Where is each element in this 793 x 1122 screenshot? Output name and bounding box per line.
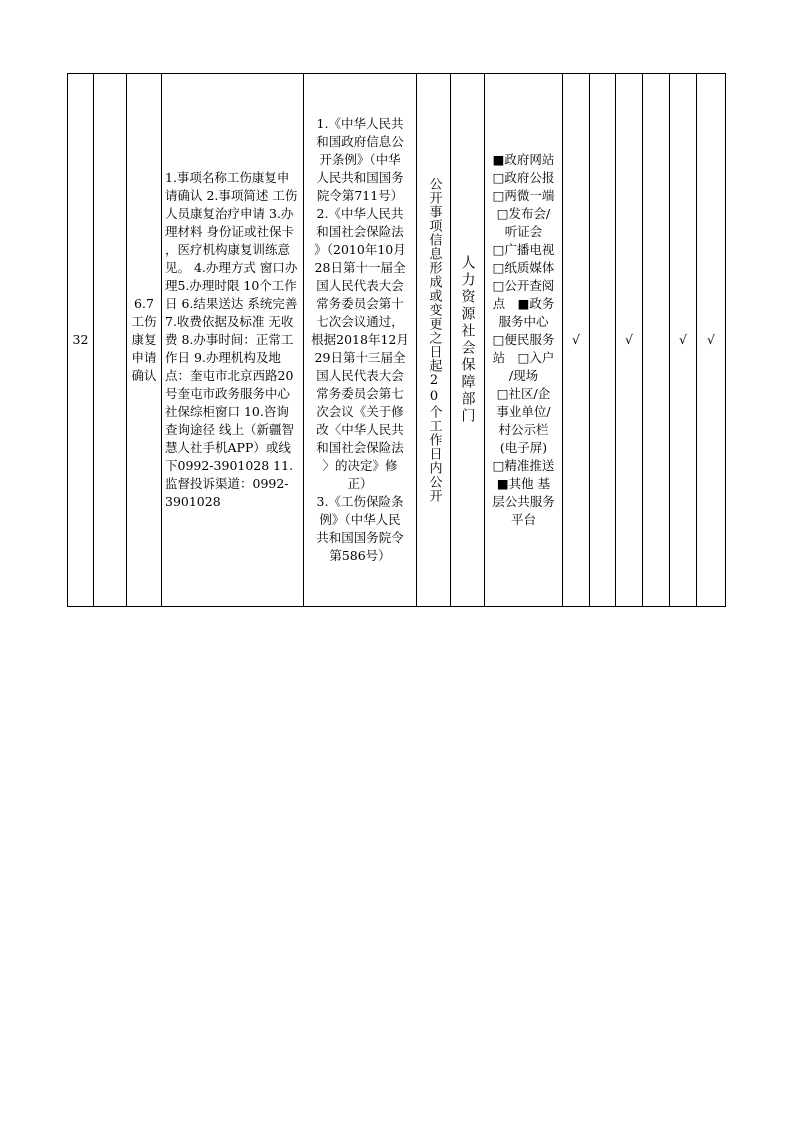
basis-line: 七次会议通过，	[316, 314, 404, 329]
channel-line: /现场	[508, 368, 539, 383]
channel-line: 层公共服务	[492, 494, 555, 509]
basis-line: 29日第十三届全	[314, 350, 406, 365]
subject-text: 人力资源社会保障部门	[459, 255, 476, 425]
basis-line: 根据2018年12月	[311, 332, 409, 347]
basis-line: 例》（中华人民	[319, 512, 401, 527]
basis-line: 1.《中华人民共	[316, 116, 404, 131]
basis-line: 开条例》（中华	[319, 152, 401, 167]
check-cell-3: √	[616, 74, 643, 607]
channel-line: (电子屏)	[499, 440, 548, 455]
basis-line: 人民共和国国务	[316, 170, 404, 185]
channel-line: □发布会/	[496, 206, 551, 221]
channel-line: □政府公报	[492, 170, 555, 185]
basis-line: 次会议《关于修	[316, 404, 404, 419]
basis-line: 2.《中华人民共	[316, 206, 404, 221]
channel-line: □两微一端	[492, 188, 555, 203]
check-cell-1: √	[563, 74, 590, 607]
item-name-cell: 6.7工伤康复申请确认	[127, 74, 162, 607]
check-cell-4	[643, 74, 670, 607]
channel-line: □社区/企	[496, 386, 551, 401]
basis-line: 》（2010年10月	[314, 242, 406, 257]
basis-line: 改〈中华人民共	[316, 422, 404, 437]
basis-line: 国人民代表大会	[316, 278, 404, 293]
basis-line: 共和国国务院令	[316, 530, 404, 545]
channel-line: □便民服务	[492, 332, 555, 347]
basis-line: 第586号）	[329, 548, 391, 563]
channels-cell	[485, 74, 563, 607]
channels-lines	[487, 151, 560, 529]
channel-line: 站 □入户	[492, 350, 555, 365]
basis-line: 3.《工伤保险条	[316, 494, 404, 509]
basis-lines	[306, 115, 414, 565]
channel-line: 点 ■政务	[492, 296, 555, 311]
basis-line: 〉的决定》修	[322, 458, 398, 473]
basis-line: 和国政府信息公	[316, 134, 404, 149]
disclosure-table	[67, 73, 726, 607]
channel-line: □精准推送	[492, 458, 555, 473]
channel-line: □公开查阅	[492, 278, 555, 293]
basis-line: 28日第十一届全	[314, 260, 406, 275]
check-cell-5: √	[670, 74, 697, 607]
table-row	[68, 74, 726, 607]
channel-line: 村公示栏	[498, 422, 549, 437]
content-cell: 1.事项名称工伤康复申请确认 2.事项简述 工伤人员康复治疗申请 3.办理材料 身份证或社保卡 ，医疗机构康复训练意见。 4.办理方式 窗口办理5.办理时限 10个工作日 6.结果送达 系统完善 7.收费依据及标准 无收费 8.办事时间：正常工作日 9.办理机构及地点：奎屯市北京西路20号奎屯市政务服务中心社保综柜窗口 10.咨询查询途径 线上（新疆智慧人社手机APP）或线下0992-3901028 11.监督投诉渠道：0992-3901028	[162, 74, 304, 607]
check-cell-6: √	[697, 74, 726, 607]
basis-line: 正）	[347, 476, 373, 491]
basis-line: 常务委员会第十	[316, 296, 404, 311]
basis-line: 院令第711号）	[316, 188, 404, 203]
channel-line: ■其他 基	[496, 476, 551, 491]
channel-line: 服务中心	[498, 314, 549, 329]
channel-line: □广播电视	[492, 242, 555, 257]
row-number: 32	[68, 74, 94, 607]
channel-line: 事业单位/	[496, 404, 551, 419]
channel-line: □纸质媒体	[492, 260, 555, 275]
basis-cell	[304, 74, 417, 607]
basis-line: 国人民代表大会	[316, 368, 404, 383]
category-cell	[94, 74, 127, 607]
channel-line: 平台	[510, 512, 536, 527]
channel-line: 听证会	[504, 224, 543, 239]
basis-line: 和国社会保险法	[316, 440, 404, 455]
subject-cell	[451, 74, 485, 607]
basis-line: 和国社会保险法	[316, 224, 404, 239]
time-limit-text: 公开事项信息形成或变更之日起20个工作日内公开	[426, 177, 442, 503]
channel-line: ■政府网站	[492, 152, 555, 167]
check-cell-2	[590, 74, 616, 607]
time-limit-cell	[417, 74, 451, 607]
basis-line: 常务委员会第七	[316, 386, 404, 401]
